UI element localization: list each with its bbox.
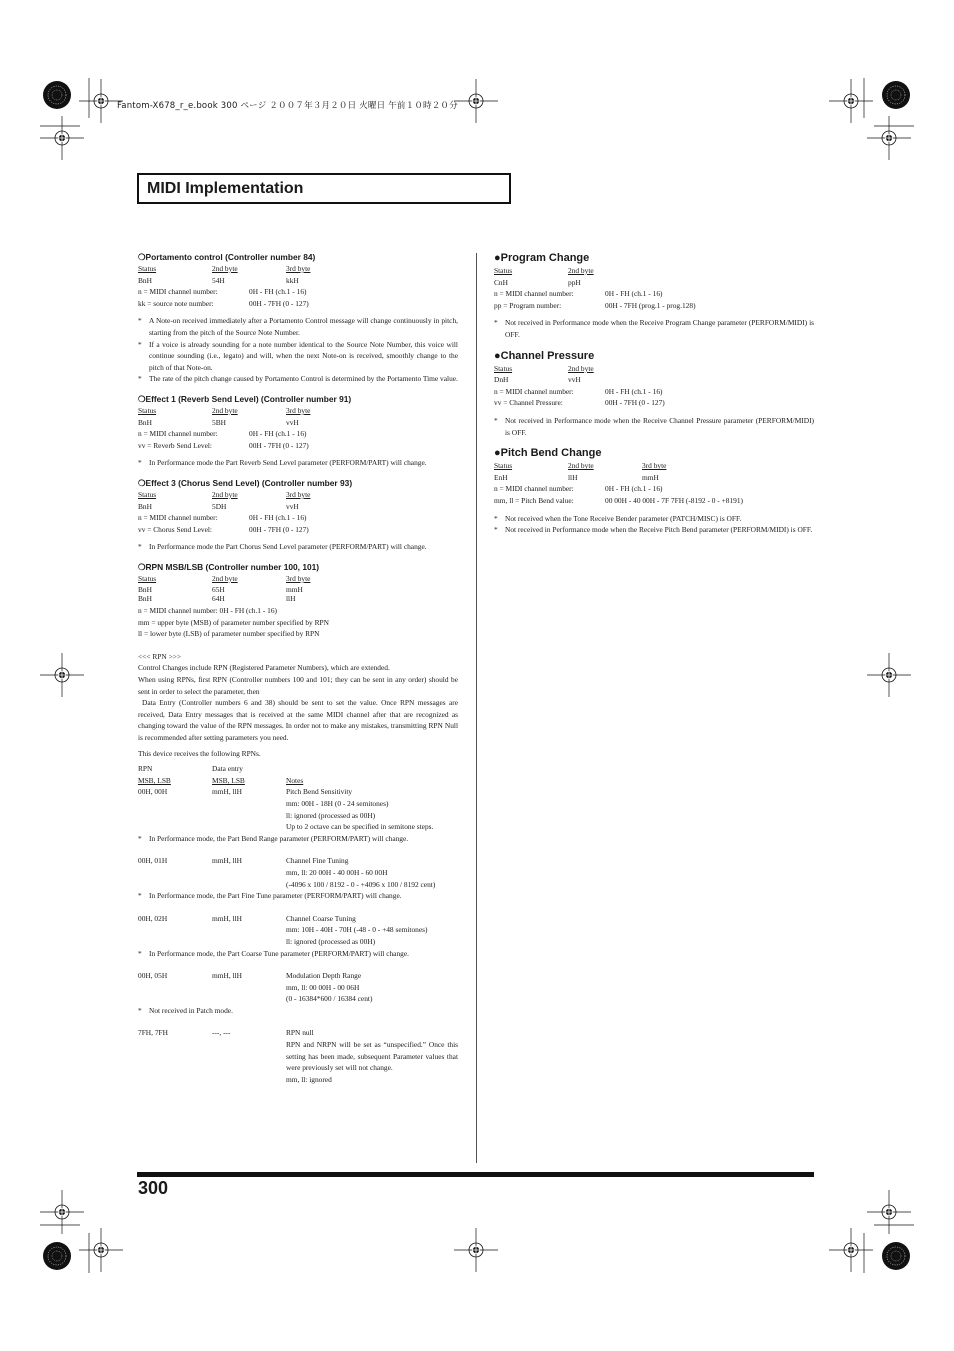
rpn-note: mm, ll: 00 00H - 00 06H: [286, 982, 360, 992]
rpn-list-header: [138, 763, 458, 775]
header-3rd-byte: 3rd byte: [642, 461, 667, 471]
cell: BnH: [138, 501, 152, 511]
data-entry: mmH, llH: [212, 856, 242, 866]
definition-key: n = MIDI channel number:: [494, 289, 574, 299]
rpn-table-row: [138, 593, 458, 605]
cell: BnH: [138, 275, 152, 285]
definition-row: [494, 483, 814, 495]
data-entry: mmH, llH: [212, 971, 242, 981]
rpn-definition: mm = upper byte (MSB) of parameter number specified by RPN: [138, 617, 329, 627]
definition-value: 00H - 7FH (0 - 127): [249, 524, 309, 534]
effect1-table-row: [138, 417, 458, 429]
effect3-notes: [138, 541, 458, 553]
header-status: Status: [138, 573, 157, 583]
definition-row: [494, 495, 814, 507]
effect1-table-header: [138, 405, 458, 417]
definition-row: [494, 386, 814, 398]
pressure-table-header: [494, 363, 814, 375]
left-column: [138, 251, 458, 1085]
program-table-header: [494, 265, 814, 277]
definition-key: pp = Program number:: [494, 300, 562, 310]
rpn-note: Up to 2 octave can be specified in semitone steps.: [286, 822, 434, 832]
pitchbend-table-header: [494, 460, 814, 472]
definition-value: 0H - FH (ch.1 - 16): [605, 484, 663, 494]
header-3rd-byte: 3rd byte: [286, 573, 311, 583]
definition-row: [138, 440, 458, 452]
header-2nd-byte: 2nd byte: [212, 573, 238, 583]
header-3rd-byte: 3rd byte: [286, 264, 311, 273]
note: * In Performance mode, the Part Bend Range parameter (PERFORM/PART) will change.: [138, 833, 458, 845]
rpn-note: Modulation Depth Range: [286, 971, 362, 981]
definition-key: vv = Chorus Send Level:: [138, 524, 212, 534]
portamento-table-header: [138, 263, 458, 275]
header-2nd-byte: 2nd byte: [568, 363, 594, 373]
pitchbend-notes: [494, 513, 814, 536]
definition-key: mm, ll = Pitch Bend value:: [494, 495, 574, 505]
rpn-number: 00H, 00H: [138, 787, 168, 797]
rpn-definition: n = MIDI channel number: 0H - FH (ch.1 - 16): [138, 606, 278, 616]
definition-row: [494, 397, 814, 409]
cell: kkH: [286, 275, 299, 285]
definition-key: kk = source note number:: [138, 298, 214, 308]
running-head: Fantom-X678_r_e.book 300 ページ ２００７年３月２０日 火曜日 午前１０時２０分: [117, 101, 458, 111]
rpn-note: mm: 10H - 40H - 70H (-48 - 0 - +48 semitones): [286, 925, 428, 935]
rpn-note: mm, ll: 20 00H - 40 00H - 60 00H: [286, 867, 388, 877]
program-notes: [494, 317, 814, 340]
rpn-entry: [138, 855, 458, 890]
cell: mmH: [642, 472, 659, 482]
footer-rule: [137, 1172, 814, 1177]
header-2nd-byte: 2nd byte: [568, 266, 594, 275]
rpn-note: ll: ignored (processed as 00H): [286, 936, 376, 946]
rpn-number: 00H, 02H: [138, 913, 168, 923]
effect3-heading: ❍Effect 3 (Chorus Send Level) (Controller number 93): [138, 477, 353, 488]
note: * In Performance mode, the Part Coarse Tune parameter (PERFORM/PART) will change.: [138, 948, 458, 960]
header-2nd-byte: 2nd byte: [212, 264, 238, 273]
note: * A Note-on received immediately after a Portamento Control message will change continuously in pitch, starting from the pitch of the Source Note Number.: [138, 315, 458, 338]
rpn-note: mm: 00H - 18H (0 - 24 semitones): [286, 798, 389, 808]
portamento-notes: [138, 315, 458, 385]
definition-row: [494, 288, 814, 300]
channel-pressure-heading: ●Channel Pressure: [494, 349, 595, 362]
cell: 5BH: [212, 417, 226, 427]
cell: mmH: [286, 585, 303, 595]
rpn-note: mm, ll: ignored: [286, 1074, 332, 1084]
definition-key: n = MIDI channel number:: [494, 484, 574, 494]
note: * The rate of the pitch change caused by Portamento Control is determined by the Portamento Time value.: [138, 373, 458, 385]
header-status: Status: [494, 461, 513, 471]
data-entry: mmH, llH: [212, 787, 242, 797]
column-divider: [476, 253, 477, 1163]
header-status: Status: [138, 264, 157, 273]
rpn-entry: [138, 1027, 458, 1085]
cell: CnH: [494, 277, 508, 287]
rpn-label: <<< RPN >>>: [138, 651, 182, 661]
note: * Not received when the Tone Receive Bender parameter (PATCH/MISC) is OFF.: [494, 513, 814, 525]
pressure-table-row: [494, 374, 814, 386]
header-3rd-byte: 3rd byte: [286, 405, 311, 415]
rpn-list-header: [138, 775, 458, 787]
cell: 54H: [212, 275, 225, 285]
rpn-note: RPN null: [286, 1028, 314, 1038]
note: * In Performance mode, the Part Fine Tune parameter (PERFORM/PART) will change.: [138, 890, 458, 902]
portamento-table-row: [138, 275, 458, 287]
page-number: 300: [138, 1178, 169, 1198]
header-notes: Notes: [286, 775, 304, 785]
rpn-note: (-4096 x 100 / 8192 - 0 - +4096 x 100 / 8192 cent): [286, 879, 436, 889]
definition-value: 00 00H - 40 00H - 7F 7FH (-8192 - 0 - +8191): [605, 495, 744, 505]
effect1-notes: [138, 457, 458, 469]
data-entry: ---, ---: [212, 1028, 231, 1038]
paragraph: When using RPNs, first RPN (Controller numbers 100 and 101; they can be sent in any order) should be sent in order to select the parameter, then: [138, 675, 458, 696]
program-table-row: [494, 277, 814, 289]
definition-row: [138, 298, 458, 310]
definition-key: vv = Channel Pressure:: [494, 398, 563, 408]
definition-value: 00H - 7FH (0 - 127): [249, 298, 309, 308]
header-status: Status: [494, 266, 513, 275]
cell: DnH: [494, 375, 509, 385]
header-rpn: RPN: [138, 764, 153, 774]
rpn-entry: [138, 786, 458, 832]
header-msb-lsb: MSB, LSB: [138, 775, 171, 785]
rpn-note: Channel Coarse Tuning: [286, 913, 356, 923]
definition-row: [138, 286, 458, 298]
definition-row: [138, 512, 458, 524]
rpn-table-row: [138, 584, 458, 593]
note: * In Performance mode the Part Chorus Send Level parameter (PERFORM/PART) will change.: [138, 541, 458, 553]
rpn-note: Pitch Bend Sensitivity: [286, 787, 353, 797]
definition-value: 0H - FH (ch.1 - 16): [249, 429, 307, 439]
rpn-note: Channel Fine Tuning: [286, 856, 349, 866]
pitchbend-table-row: [494, 472, 814, 484]
cell: llH: [286, 594, 296, 604]
rpn-heading: ❍RPN MSB/LSB (Controller number 100, 101): [138, 561, 320, 572]
definition-row: [494, 300, 814, 312]
rpn-entry: [138, 913, 458, 948]
definition-value: 0H - FH (ch.1 - 16): [249, 287, 307, 297]
cell: BnH: [138, 594, 152, 604]
note: * If a voice is already sounding for a note number identical to the Source Note Number, this voice will continue sounding (i.e., legato) and will, when the next Note-on is received, smoothly change to the pitch of that Note-on.: [138, 339, 458, 374]
definition-value: 0H - FH (ch.1 - 16): [605, 289, 663, 299]
cell: 64H: [212, 594, 225, 604]
definition-key: vv = Reverb Send Level:: [138, 440, 212, 450]
header-status: Status: [138, 405, 157, 415]
note: * Not received in Performance mode when the Receive Program Change parameter (PERFORM/MIDI) is OFF.: [494, 317, 814, 340]
cell: ppH: [568, 277, 581, 287]
rpn-number: 00H, 01H: [138, 856, 168, 866]
definition-value: 0H - FH (ch.1 - 16): [249, 513, 307, 523]
effect1-heading: ❍Effect 1 (Reverb Send Level) (Controller number 91): [138, 393, 352, 404]
rpn-entry: [138, 970, 458, 1005]
note: * In Performance mode the Part Reverb Send Level parameter (PERFORM/PART) will change.: [138, 457, 458, 469]
definition-row: [138, 524, 458, 536]
header-status: Status: [494, 363, 513, 373]
definition-value: 00H - 7FH (0 - 127): [605, 398, 665, 408]
data-entry: mmH, llH: [212, 913, 242, 923]
rpn-number: 00H, 05H: [138, 971, 168, 981]
right-column: [494, 251, 814, 544]
rpn-number: 7FH, 7FH: [138, 1028, 168, 1038]
definition-key: n = MIDI channel number:: [138, 513, 218, 523]
cell: vvH: [286, 417, 299, 427]
paragraph: Data Entry (Controller numbers 6 and 38) should be sent to set the value. Once RPN messages are received, Data Entry messages that is received at the same MIDI channel after that are recognized as changing toward the value of the RPN messages. In order not to make any mistakes, transmitting RPN Null is recommended after setting parameters you need.: [138, 698, 458, 742]
header-2nd-byte: 2nd byte: [568, 461, 594, 471]
cell: BnH: [138, 585, 152, 595]
paragraph: Control Changes include RPN (Registered Parameter Numbers), which are extended.: [138, 663, 390, 673]
header-msb-lsb: MSB, LSB: [212, 775, 245, 785]
definition-key: n = MIDI channel number:: [494, 386, 574, 396]
portamento-heading: ❍Portamento control (Controller number 84): [138, 252, 316, 262]
cell: llH: [568, 472, 578, 482]
definition-key: n = MIDI channel number:: [138, 287, 218, 297]
rpn-note: ll: ignored (processed as 00H): [286, 810, 376, 820]
rpn-definition: ll = lower byte (LSB) of parameter number specified by RPN: [138, 629, 320, 639]
chapter-title-box: [137, 173, 511, 204]
program-change-heading: ●Program Change: [494, 252, 590, 264]
definition-value: 00H - 7FH (prog.1 - prog.128): [605, 300, 696, 310]
header-data-entry: Data entry: [212, 764, 243, 774]
cell: BnH: [138, 417, 152, 427]
cell: 65H: [212, 585, 225, 595]
definition-key: n = MIDI channel number:: [138, 429, 218, 439]
header-2nd-byte: 2nd byte: [212, 489, 238, 499]
note: * Not received in Patch mode.: [138, 1005, 458, 1017]
rpn-note: (0 - 16384*600 / 16384 cent): [286, 994, 373, 1004]
pressure-notes: [494, 415, 814, 438]
effect3-table-header: [138, 489, 458, 501]
cell: 5DH: [212, 501, 227, 511]
chapter-title: MIDI Implementation: [147, 180, 304, 197]
rpn-note: RPN and NRPN will be set as “unspecified.” Once this setting has been made, subsequent Parameter values that were previously set will not change.: [286, 1040, 458, 1073]
effect3-table-row: [138, 501, 458, 513]
paragraph: This device receives the following RPNs.: [138, 748, 261, 758]
cell: vvH: [286, 501, 299, 511]
header-status: Status: [138, 489, 157, 499]
definition-value: 0H - FH (ch.1 - 16): [605, 386, 663, 396]
cell: EnH: [494, 472, 508, 482]
note: * Not received in Performance mode when the Receive Channel Pressure parameter (PERFORM/MIDI) is OFF.: [494, 415, 814, 438]
header-3rd-byte: 3rd byte: [286, 489, 311, 499]
definition-row: [138, 428, 458, 440]
cell: vvH: [568, 375, 581, 385]
header-2nd-byte: 2nd byte: [212, 405, 238, 415]
definition-value: 00H - 7FH (0 - 127): [249, 440, 309, 450]
rpn-table-header: [138, 573, 458, 585]
pitch-bend-heading: ●Pitch Bend Change: [494, 447, 602, 460]
note: * Not received in Performance mode when the Receive Pitch Bend parameter (PERFORM/MIDI) is OFF.: [494, 524, 814, 536]
